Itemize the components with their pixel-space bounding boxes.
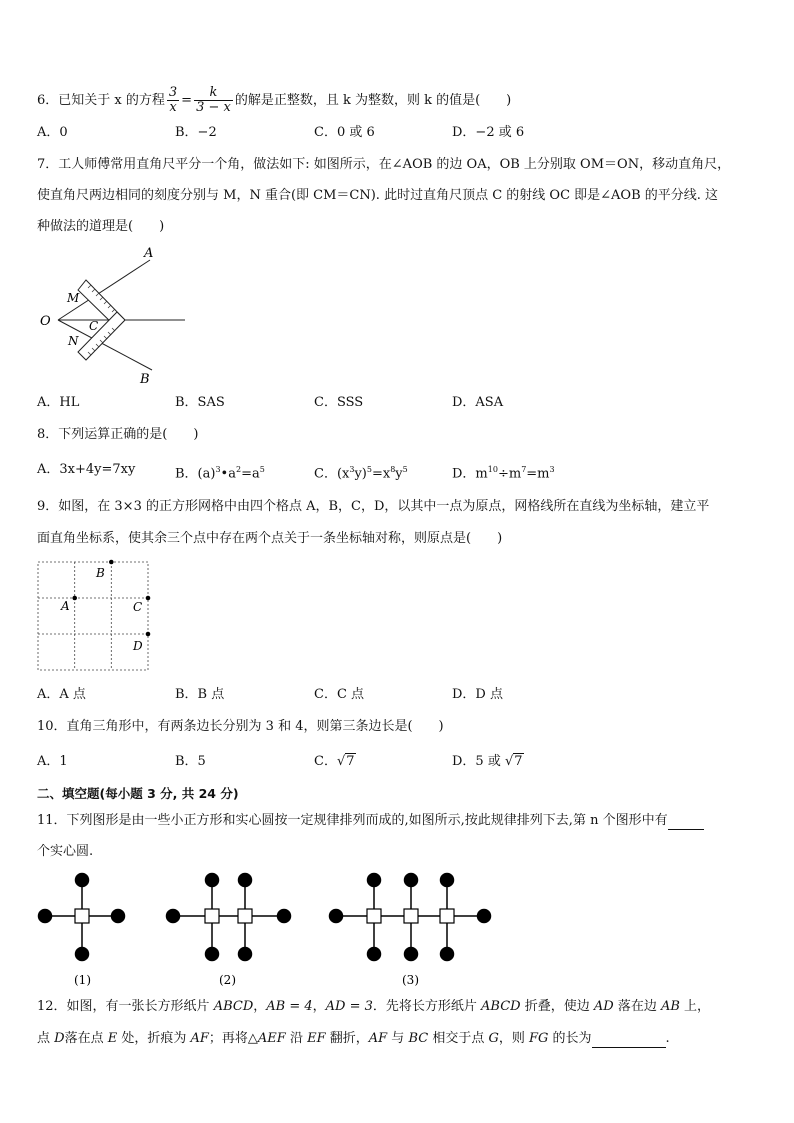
q7-option-a[interactable]: A．HL	[37, 395, 80, 410]
q7-option-d[interactable]: D．ASA	[452, 395, 504, 410]
q6-pre: 6．已知关于 x 的方程	[37, 93, 165, 108]
q10-stem: 10．直角三角形中，有两条边长分别为 3 和 4，则第三条边长是( )	[37, 719, 444, 734]
q6-option-b[interactable]: B．−2	[175, 125, 217, 140]
q9-line-1: 9．如图，在 3×3 的正方形网格中由四个格点 A，B，C，D，以其中一点为原点，网格线所在直线为坐标轴，建立平	[37, 499, 710, 514]
q7-option-b[interactable]: B．SAS	[175, 395, 225, 410]
q6-option-c[interactable]: C．0 或 6	[314, 125, 375, 140]
q11-pattern-2	[167, 874, 291, 961]
q9-point-c	[146, 596, 151, 601]
q9-point-d	[146, 632, 151, 637]
q9-point-a	[72, 596, 77, 601]
sqrt-sign-icon: √	[504, 754, 514, 769]
q7-line-2: 使直角尺两边相同的刻度分别与 M，N 重合(即 CM＝CN). 此时过直角尺顶点 C 的射线 OC 即是∠AOB 的平分线. 这	[37, 188, 719, 203]
q9-option-b[interactable]: B．B 点	[175, 687, 225, 702]
q9-point-b	[109, 560, 114, 565]
q12-line-2: 点 D落在点 E 处，折痕为 AF；再将△AEF 沿 EF 翻折，AF 与 BC 相交于点 G，则 FG 的长为 .	[37, 1031, 670, 1046]
q10-option-a[interactable]: A．1	[37, 754, 68, 769]
q11-pattern-1	[39, 874, 125, 961]
q6-fraction-1: $\frac{3}{x}$	[168, 85, 178, 115]
q9-option-d[interactable]: D．D 点	[452, 687, 503, 702]
sqrt-sign-icon: √	[336, 754, 346, 769]
q12-answer-blank[interactable]	[592, 1033, 666, 1048]
q6-option-a[interactable]: A．0	[37, 125, 68, 140]
q9-option-a[interactable]: A．A 点	[37, 687, 86, 702]
q8-option-b[interactable]: B．$(a)^3•a^2=a^5$	[175, 465, 265, 482]
q7-label-o: O	[40, 314, 51, 329]
q7-line-1: 7．工人师傅常用直角尺平分一个角，做法如下: 如图所示，在∠AOB 的边 OA，OB 上分别取 OM＝ON，移动直角尺，	[37, 157, 731, 172]
q8-option-a[interactable]: A．3x+4y=7xy	[37, 462, 136, 477]
section-2-title: 二、填空题(每小题 3 分, 共 24 分)	[37, 786, 239, 801]
q7-label-b: B	[140, 372, 150, 387]
q9-label-c: C	[133, 600, 143, 614]
q9-line-2: 面直角坐标系，使其余三个点中存在两个点关于一条坐标轴对称，则原点是( )	[37, 531, 503, 546]
q8-option-c[interactable]: C．$(x^3y)^5=x^8y^5$	[314, 465, 408, 482]
q12-line-1: 12．如图，有一张长方形纸片 ABCD，AB = 4，AD = 3．先将长方形纸片 ABCD 折叠，使边 AD 落在边 AB 上，	[37, 999, 711, 1014]
q10-option-d[interactable]: D．5 或 √7	[452, 754, 523, 769]
q9-label-d: D	[133, 639, 143, 653]
q9-label-b: B	[96, 566, 105, 580]
q6-option-d[interactable]: D．−2 或 6	[452, 125, 525, 140]
q6-stem	[37, 86, 511, 115]
q7-right-angle-ruler-figure	[30, 240, 200, 390]
q8-option-d[interactable]: D．$m^{10}\div m^7=m^3$	[452, 465, 555, 482]
q11-pattern-figure	[30, 866, 500, 992]
q6-eq: =	[181, 93, 193, 108]
q9-option-c[interactable]: C．C 点	[314, 687, 365, 702]
q11-pattern-3	[330, 874, 491, 961]
q11-label-3: (3)	[402, 973, 419, 987]
q10-option-b[interactable]: B．5	[175, 754, 206, 769]
q6-post: 的解是正整数，且 k 为整数，则 k 的值是( )	[234, 93, 512, 108]
q7-label-m: M	[67, 291, 80, 305]
q9-label-a: A	[61, 599, 70, 613]
q7-label-c: C	[89, 319, 99, 333]
q7-label-a: A	[144, 246, 154, 261]
q6-fraction-2: $\frac{k}{3 - x}$	[196, 85, 231, 115]
q10-option-c[interactable]: C．√7	[314, 754, 355, 769]
q9-grid-lines	[38, 562, 148, 670]
q7-ruler-arm-lower	[78, 312, 125, 360]
q7-option-c[interactable]: C．SSS	[314, 395, 364, 410]
q7-label-n: N	[68, 334, 79, 348]
q11-label-2: (2)	[219, 973, 236, 987]
q11-line-1: 11．下列图形是由一些小正方形和实心圆按一定规律排列而成的,如图所示,按此规律排列下去,第 n 个图形中有	[37, 812, 704, 830]
q7-line-3: 种做法的道理是( )	[37, 219, 165, 234]
q8-stem: 8．下列运算正确的是( )	[37, 427, 199, 442]
q9-grid-figure	[36, 558, 156, 674]
q11-answer-blank[interactable]	[668, 815, 704, 830]
q11-label-1: (1)	[74, 973, 91, 987]
q11-line-2: 个实心圆.	[37, 844, 94, 859]
